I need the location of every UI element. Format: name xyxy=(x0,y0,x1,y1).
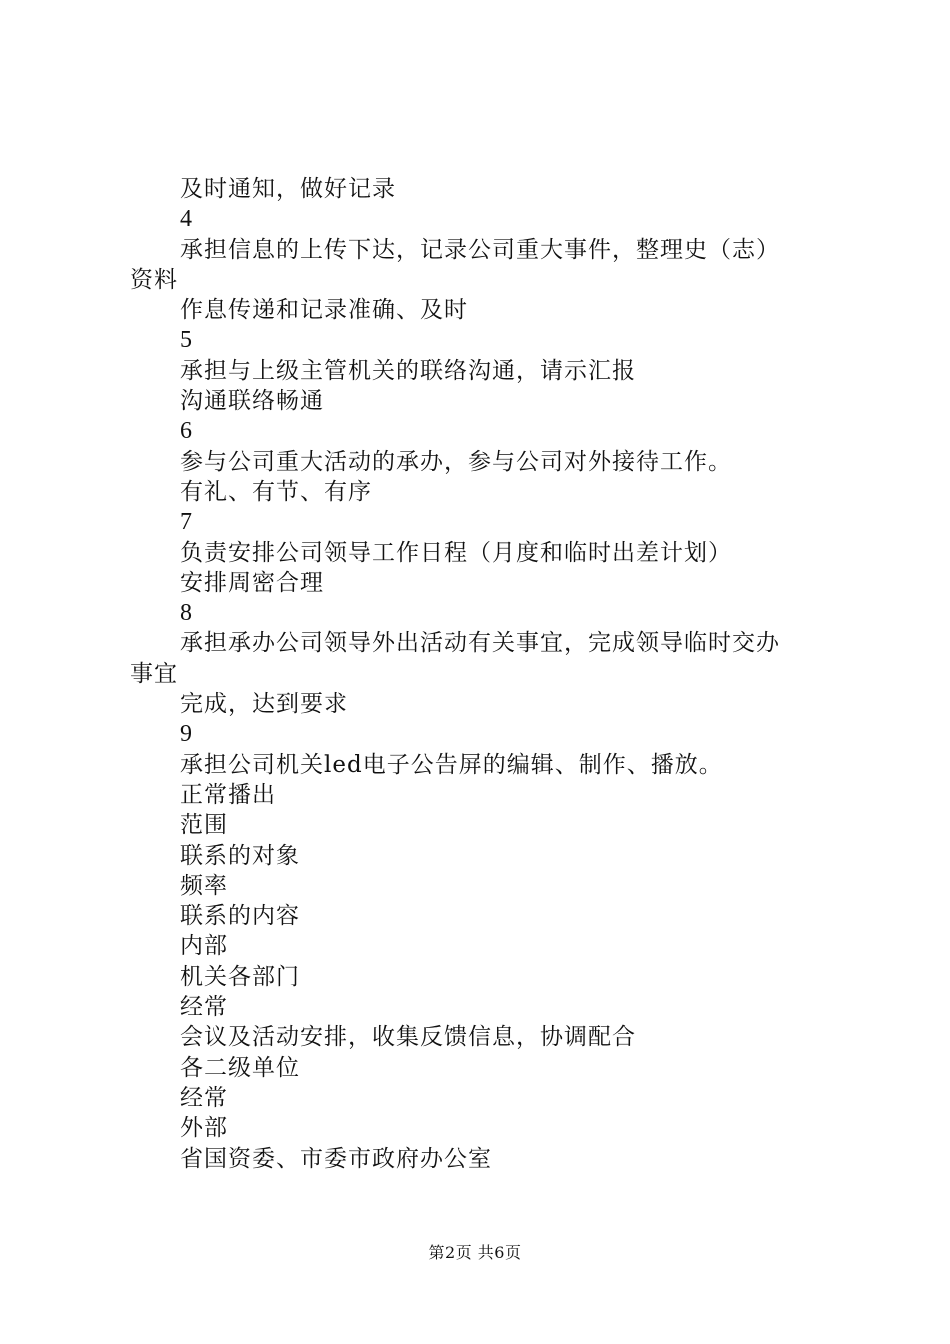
text-line: 承担与上级主管机关的联络沟通，请示汇报 xyxy=(180,357,636,384)
table-cell: 经常 xyxy=(180,994,228,1021)
text-line: 安排周密合理 xyxy=(180,569,324,596)
text-line: 及时通知，做好记录 xyxy=(180,176,396,202)
text-line: 承担公司机关led电子公告屏的编辑、制作、播放。 xyxy=(180,751,723,778)
table-cell: 各二级单位 xyxy=(180,1054,300,1081)
text-line: 负责安排公司领导工作日程（月度和临时出差计划） xyxy=(180,539,732,566)
table-cell: 内部 xyxy=(180,933,228,960)
text-line: 承担承办公司领导外出活动有关事宜，完成领导临时交办 xyxy=(180,630,780,657)
table-cell: 机关各部门 xyxy=(180,963,300,990)
text-line: 完成，达到要求 xyxy=(180,691,348,718)
item-number: 6 xyxy=(180,418,193,445)
item-number: 9 xyxy=(180,721,193,748)
text-line: 沟通联络畅通 xyxy=(180,388,324,415)
item-number: 4 xyxy=(180,206,193,233)
text-line: 正常播出 xyxy=(180,781,276,808)
text-line: 有礼、有节、有序 xyxy=(180,478,372,505)
item-number: 7 xyxy=(180,509,193,536)
text-line: 参与公司重大活动的承办，参与公司对外接待工作。 xyxy=(180,448,732,475)
document-body xyxy=(130,174,850,1174)
item-number: 5 xyxy=(180,327,193,354)
table-cell: 外部 xyxy=(180,1115,228,1142)
table-cell: 会议及活动安排，收集反馈信息，协调配合 xyxy=(180,1024,636,1051)
text-line: 资料 xyxy=(130,266,178,293)
table-header-cell: 联系的内容 xyxy=(180,903,300,930)
table-header-cell: 范围 xyxy=(180,812,228,839)
text-line: 作息传递和记录准确、及时 xyxy=(180,297,468,324)
item-number: 8 xyxy=(180,600,193,627)
table-cell: 经常 xyxy=(180,1084,228,1111)
table-header-cell: 联系的对象 xyxy=(180,842,300,869)
page-number-footer: 第2页 共6页 xyxy=(428,1243,522,1262)
text-line: 事宜 xyxy=(130,660,178,687)
text-line: 承担信息的上传下达，记录公司重大事件，整理史（志） xyxy=(180,236,780,263)
table-cell: 省国资委、市委市政府办公室 xyxy=(180,1145,492,1172)
table-header-cell: 频率 xyxy=(180,872,228,899)
